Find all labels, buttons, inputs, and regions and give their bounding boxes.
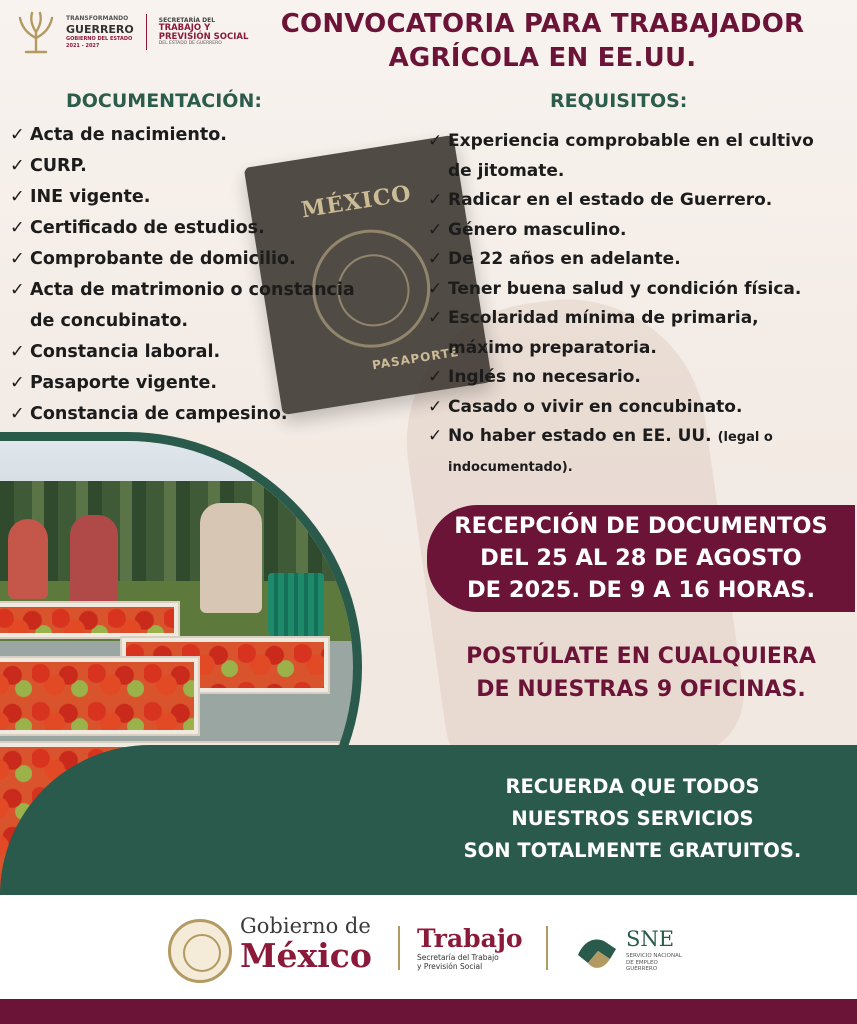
reminder-line-3: SON TOTALMENTE GRATUITOS.	[463, 839, 802, 862]
check-icon: ✓	[10, 125, 25, 145]
reception-line-2: DEL 25 AL 28 DE AGOSTO	[480, 545, 802, 571]
check-icon: ✓	[428, 367, 443, 387]
list-item-text: De 22 años en adelante.	[448, 249, 681, 269]
list-item-text: No haber estado en EE. UU.	[448, 426, 712, 446]
list-item	[10, 151, 430, 182]
sne-sub-3: GUERRERO	[626, 966, 658, 973]
check-icon: ✓	[428, 278, 443, 299]
list-item	[10, 368, 430, 399]
stps-logo-line3: PREVISIÓN SOCIAL	[158, 31, 249, 42]
check-icon: ✓	[10, 187, 25, 207]
list-item-text: Acta de nacimiento.	[30, 125, 227, 145]
passport-title: MÉXICO	[299, 180, 414, 224]
check-icon: ✓	[428, 308, 443, 328]
list-item-text: INE vigente.	[30, 187, 151, 207]
stps-logo-line4: DEL ESTADO DE GUERRERO	[158, 40, 222, 46]
apply-line-2: DE NUESTRAS 9 OFICINAS.	[476, 677, 806, 702]
reception-dates-banner	[427, 505, 855, 612]
tree-logo-icon	[12, 10, 60, 54]
check-icon: ✓	[428, 249, 443, 269]
guerrero-logo-line4: 2021 - 2027	[66, 42, 100, 49]
reminder-line-2: NUESTROS SERVICIOS	[511, 807, 754, 830]
list-item	[10, 120, 430, 151]
list-item-text: máximo preparatoria.	[448, 337, 657, 358]
footer-divider	[398, 926, 400, 970]
page-title	[270, 8, 815, 76]
reception-line-1: RECEPCIÓN DE DOCUMENTOS	[454, 513, 828, 539]
list-item-text: Tener buena salud y condición física.	[448, 278, 802, 299]
list-item	[10, 182, 430, 213]
documentation-title: DOCUMENTACIÓN:	[66, 90, 262, 112]
passport-subtitle: PASAPORTE	[371, 344, 461, 373]
documentation-list	[10, 120, 430, 430]
sne-sub-2: DE EMPLEO	[626, 959, 658, 966]
list-item-note: indocumentado).	[448, 459, 573, 475]
logo-divider	[146, 14, 147, 50]
check-icon: ✓	[10, 404, 25, 424]
reminder-line-1: RECUERDA QUE TODOS	[505, 775, 760, 798]
list-item	[10, 244, 430, 275]
check-icon: ✓	[428, 219, 443, 240]
list-item-text: Radicar en el estado de Guerrero.	[448, 190, 773, 210]
gobierno-line-2: México	[240, 936, 372, 975]
list-item-text: Casado o vivir en concubinato.	[448, 396, 743, 417]
requirements-list	[428, 127, 853, 482]
list-item-text: de concubinato.	[30, 311, 189, 331]
check-icon: ✓	[428, 426, 443, 446]
list-item-continuation	[428, 157, 853, 187]
list-item-text: Constancia laboral.	[30, 342, 221, 362]
footer-bar	[0, 999, 857, 1024]
list-item	[428, 422, 853, 453]
check-icon: ✓	[428, 396, 443, 417]
list-item	[428, 186, 853, 216]
trabajo-sub-1: Secretaría del Trabajo	[417, 953, 499, 962]
list-item-text: Comprobante de domicilio.	[30, 249, 296, 269]
check-icon: ✓	[10, 156, 25, 176]
tomato-crate	[0, 601, 180, 639]
green-basket	[268, 573, 324, 639]
list-item	[428, 275, 853, 305]
worker-figure	[200, 503, 262, 613]
list-item-note: (legal o	[717, 430, 773, 445]
check-icon: ✓	[10, 373, 25, 393]
list-item	[428, 216, 853, 246]
title-line-1: CONVOCATORIA PARA TRABAJADOR	[280, 9, 805, 39]
handshake-icon	[574, 929, 620, 973]
apply-line-1: POSTÚLATE EN CUALQUIERA	[466, 644, 816, 669]
requirements-title: REQUISITOS:	[550, 90, 688, 112]
trabajo-logo	[417, 926, 523, 971]
list-item-text: Certificado de estudios.	[30, 218, 265, 238]
tomato-crate	[0, 656, 200, 736]
guerrero-logo-line1: TRANSFORMANDO	[66, 14, 129, 22]
sne-logo	[626, 929, 682, 973]
list-item-text: Escolaridad mínima de primaria,	[448, 308, 759, 328]
list-item	[428, 245, 853, 275]
gobierno-line-1: Gobierno de	[240, 914, 371, 938]
check-icon: ✓	[10, 249, 25, 269]
apply-notice	[425, 640, 857, 706]
list-item	[10, 275, 430, 306]
check-icon: ✓	[428, 190, 443, 210]
worker-figure	[70, 515, 118, 607]
free-services-reminder	[440, 771, 825, 867]
list-item-text: Pasaporte vigente.	[30, 373, 218, 393]
trabajo-sub-2: y Previsión Social	[417, 961, 483, 971]
check-icon: ✓	[10, 218, 25, 238]
stps-logo	[159, 18, 249, 47]
list-item	[10, 337, 430, 368]
footer-divider	[546, 926, 548, 970]
gobierno-de-mexico-logo	[240, 914, 372, 975]
list-item-text: Constancia de campesino.	[30, 404, 288, 424]
list-item-text: Experiencia comprobable en el cultivo	[448, 131, 814, 151]
list-item-text: Género masculino.	[448, 219, 627, 240]
list-item	[428, 363, 853, 393]
guerrero-logo-line2: GUERRERO	[66, 22, 134, 36]
sne-sub-1: SERVICIO NACIONAL	[626, 953, 682, 959]
list-item-continuation	[428, 334, 853, 364]
list-item-continuation	[428, 453, 853, 483]
guerrero-logo-line3: GOBIERNO DEL ESTADO	[66, 35, 133, 42]
sne-title: SNE	[626, 927, 675, 951]
check-icon: ✓	[10, 342, 25, 362]
list-item	[10, 399, 430, 430]
title-line-2: AGRÍCOLA EN EE.UU.	[388, 42, 697, 73]
list-item	[10, 213, 430, 244]
list-item-text: de jitomate.	[448, 160, 565, 181]
list-item	[428, 393, 853, 423]
list-item-continuation	[10, 306, 430, 337]
list-item-text: CURP.	[30, 156, 87, 176]
list-item	[428, 304, 853, 334]
trabajo-title: Trabajo	[417, 924, 523, 953]
list-item-text: Acta de matrimonio o constancia	[30, 280, 355, 300]
national-seal-icon	[168, 919, 232, 983]
list-item	[428, 127, 853, 157]
guerrero-logo	[12, 10, 248, 54]
check-icon: ✓	[428, 131, 443, 151]
check-icon: ✓	[10, 280, 25, 300]
reception-line-3: DE 2025. DE 9 A 16 HORAS.	[466, 577, 816, 603]
stps-logo-line1: SECRETARÍA DEL	[158, 16, 216, 24]
worker-figure	[8, 519, 48, 599]
stps-logo-line2: TRABAJO Y	[158, 22, 211, 33]
list-item-text: Inglés no necesario.	[448, 367, 641, 387]
